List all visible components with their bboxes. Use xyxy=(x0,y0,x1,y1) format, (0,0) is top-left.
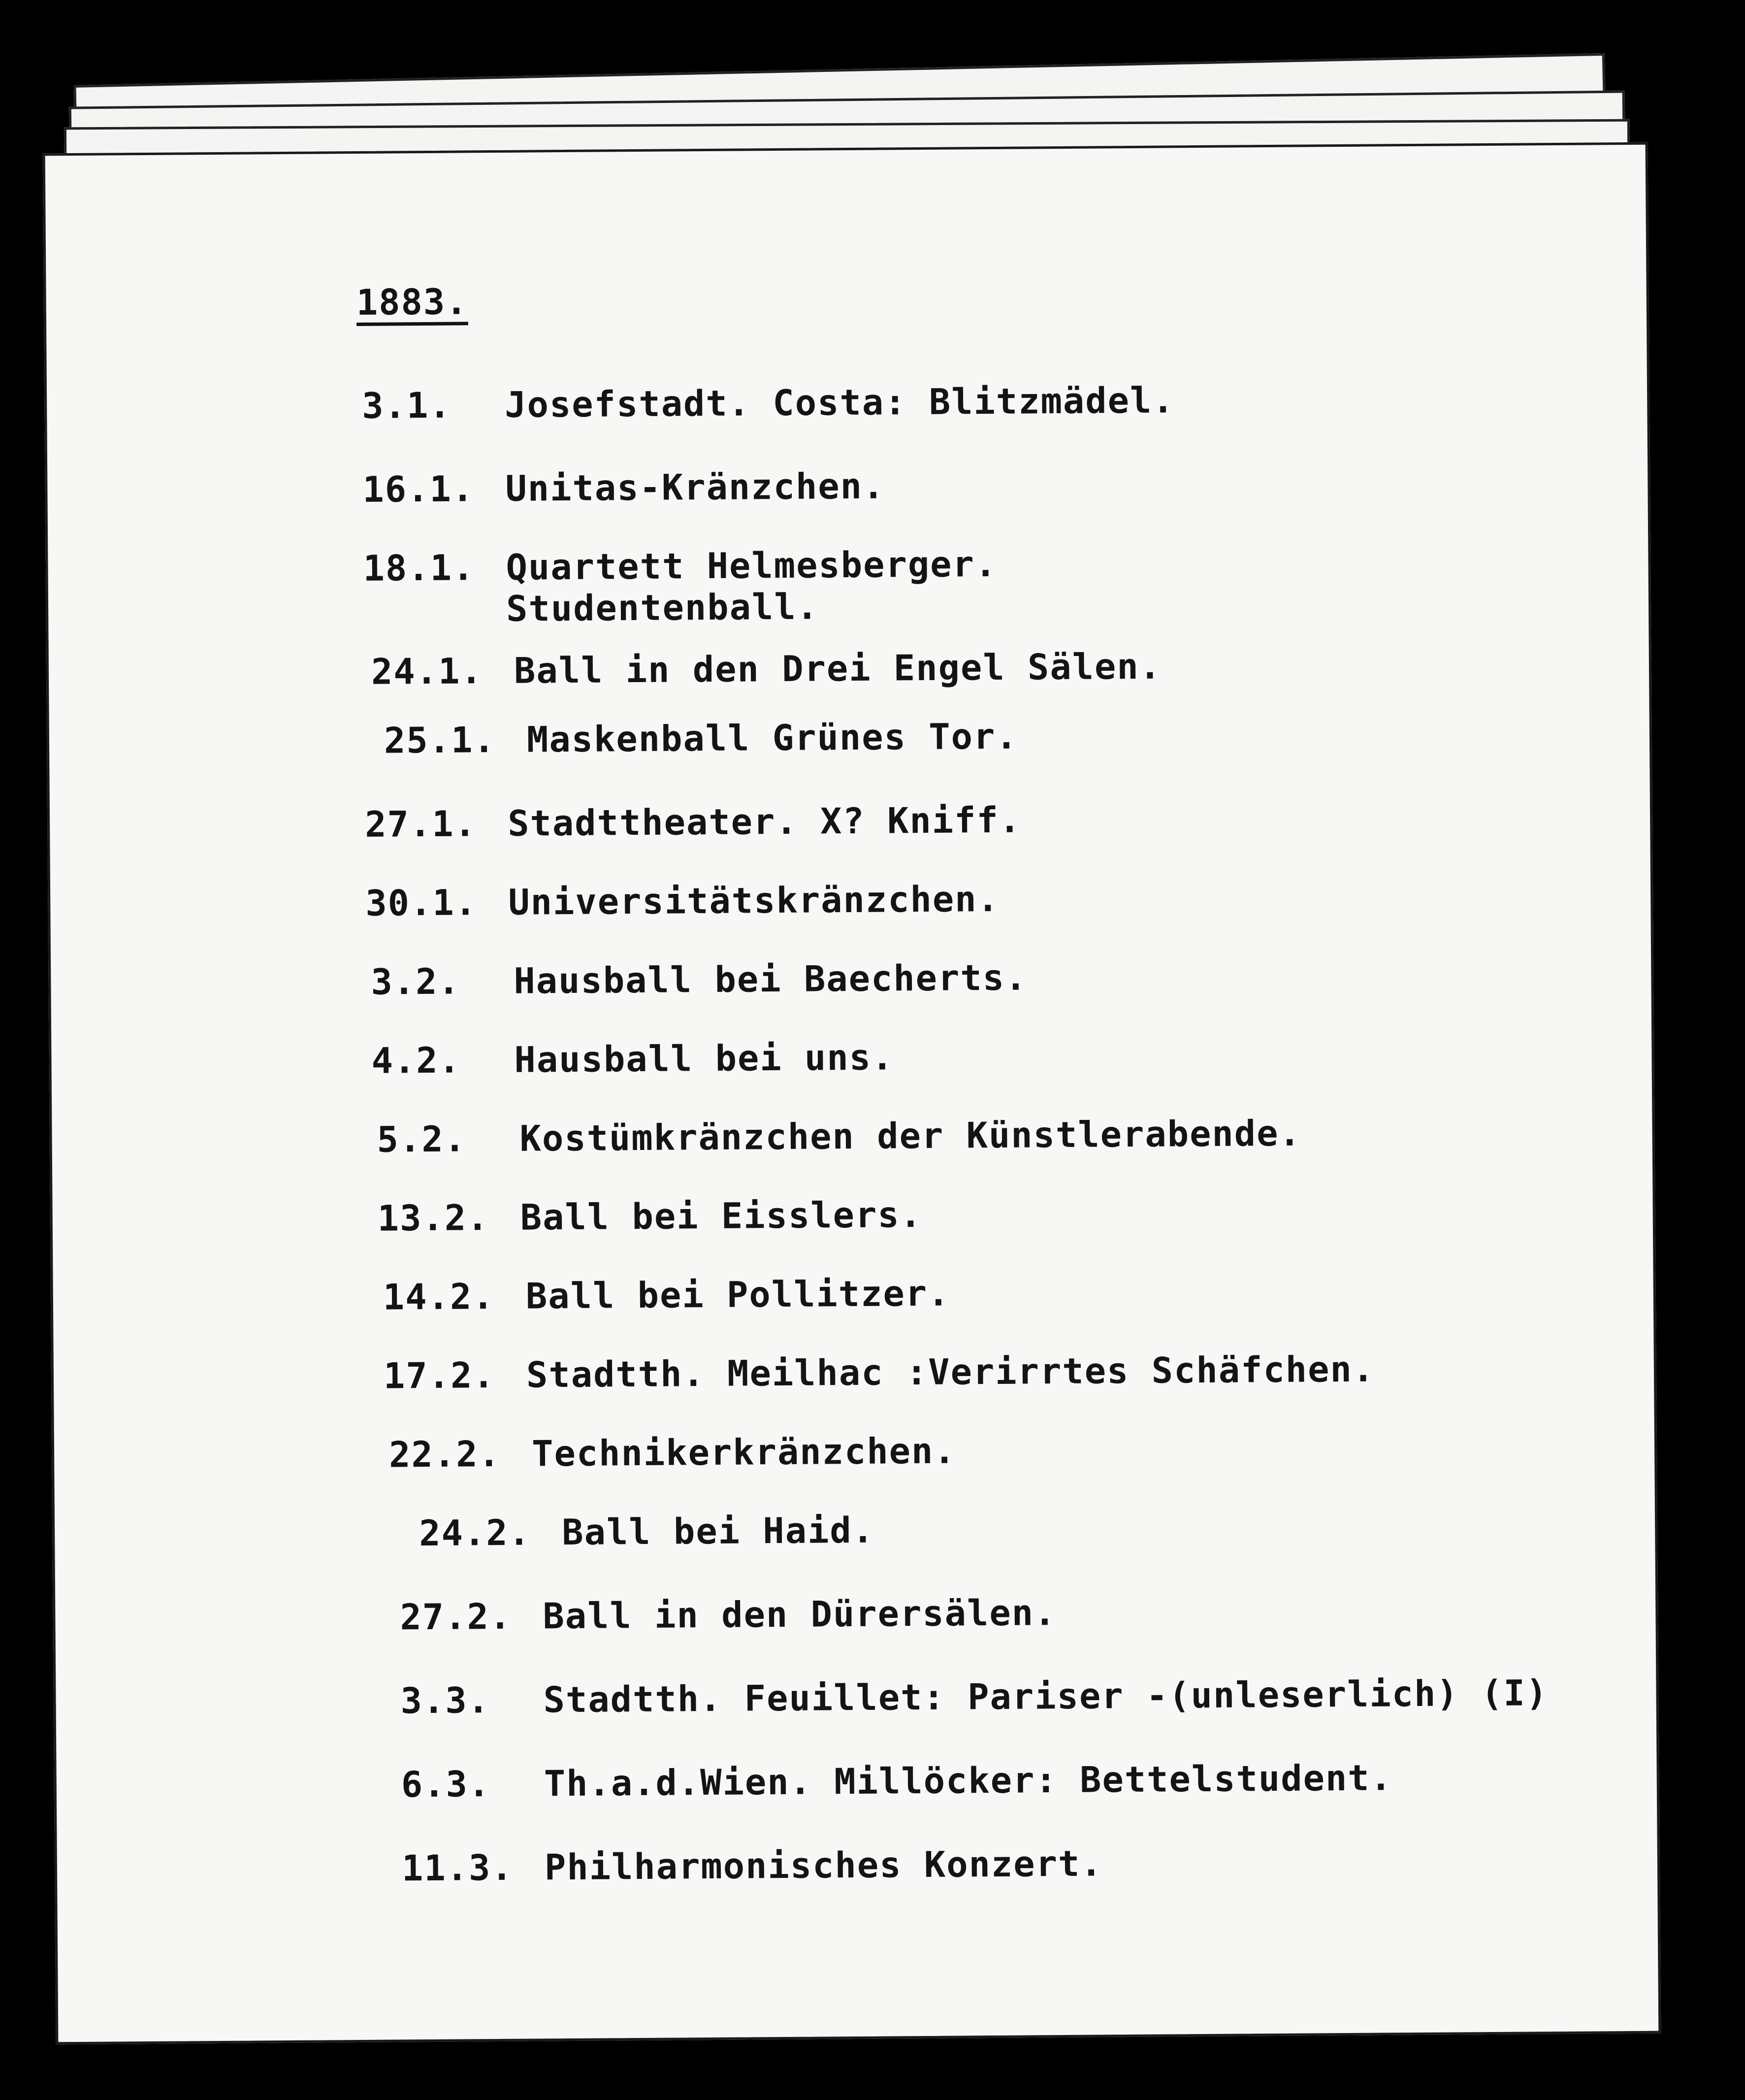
entry-row xyxy=(362,379,1175,427)
entry-row xyxy=(384,1348,1375,1397)
entry-row xyxy=(363,543,998,630)
entry-date: 6.3. xyxy=(401,1763,491,1805)
entry-text: Th.a.d.Wien. Millöcker: Bettelstudent. xyxy=(544,1757,1393,1805)
entry-date: 22.2. xyxy=(388,1433,501,1476)
entry-date: 3.3. xyxy=(400,1679,490,1722)
entry-date: 17.2. xyxy=(383,1354,496,1397)
entry-text: Stadtth. Meilhac :Verirrtes Schäfchen. xyxy=(526,1348,1375,1396)
entry-date: 4.2. xyxy=(371,1039,461,1082)
entry-row xyxy=(371,957,1028,1003)
entry-text: Stadtth. Feuillet: Pariser -(unleserlich) (I) xyxy=(543,1672,1549,1721)
entry-text: Josefstadt. Costa: Blitzmädel. xyxy=(504,379,1175,426)
typed-page xyxy=(43,142,1661,2045)
entry-text: Universitätskränzchen. xyxy=(508,878,1000,923)
entry-text: Unitas-Kränzchen. xyxy=(505,465,885,509)
entry-date: 16.1. xyxy=(362,468,475,510)
entry-date: 5.2. xyxy=(377,1118,467,1160)
entry-text: Kostümkränzchen der Künstlerabende. xyxy=(519,1112,1302,1159)
entry-text: Ball in den Dürersälen. xyxy=(543,1592,1057,1637)
entry-row xyxy=(371,1036,894,1081)
entry-row xyxy=(384,716,1018,761)
entry-date: 30.1. xyxy=(365,882,478,924)
entry-date: 24.1. xyxy=(371,650,484,692)
entry-date: 25.1. xyxy=(384,719,496,761)
entry-text: Hausball bei Baecherts. xyxy=(514,956,1028,1002)
entry-text: Ball bei Eisslers. xyxy=(520,1194,923,1238)
entry-row xyxy=(365,878,1000,924)
entry-text: Technikerkränzchen. xyxy=(531,1430,956,1475)
entry-date: 24.2. xyxy=(419,1511,531,1554)
entry-date: 3.1. xyxy=(361,384,452,427)
entry-row xyxy=(400,1592,1057,1638)
entry-date: 13.2. xyxy=(377,1197,489,1239)
entry-text: Ball in den Drei Engel Sälen. xyxy=(514,645,1162,691)
entry-row xyxy=(400,1672,1548,1721)
entry-text: Hausball bei uns. xyxy=(514,1036,894,1081)
entry-row xyxy=(389,1430,956,1476)
entry-row xyxy=(362,465,885,510)
entry-row xyxy=(377,1194,922,1239)
entry-text: Ball bei Haid. xyxy=(561,1509,875,1553)
entry-text: Stadttheater. X? Kniff. xyxy=(507,799,1022,844)
entry-date: 3.2. xyxy=(371,960,461,1003)
entry-text: Quartett Helmesberger. xyxy=(506,543,998,588)
entry-row xyxy=(401,1757,1392,1805)
entry-date: 27.2. xyxy=(400,1595,512,1638)
entry-text: Ball bei Pollitzer. xyxy=(525,1272,950,1317)
entry-row xyxy=(377,1113,1301,1160)
entry-text: Philharmonisches Konzert. xyxy=(544,1842,1103,1888)
entry-date: 18.1. xyxy=(363,547,475,589)
year-heading: 1883. xyxy=(356,281,468,323)
entry-text: Maskenball Grünes Tor. xyxy=(526,715,1018,760)
entry-text: Studentenball. xyxy=(506,586,819,629)
entry-row xyxy=(383,1273,950,1318)
entry-date: 14.2. xyxy=(383,1276,495,1318)
entry-date: 11.3. xyxy=(401,1846,514,1889)
entry-date: 27.1. xyxy=(364,803,477,845)
entry-row xyxy=(402,1842,1103,1889)
entry-row xyxy=(365,799,1022,845)
entry-row xyxy=(419,1509,874,1554)
entry-row xyxy=(371,646,1162,692)
